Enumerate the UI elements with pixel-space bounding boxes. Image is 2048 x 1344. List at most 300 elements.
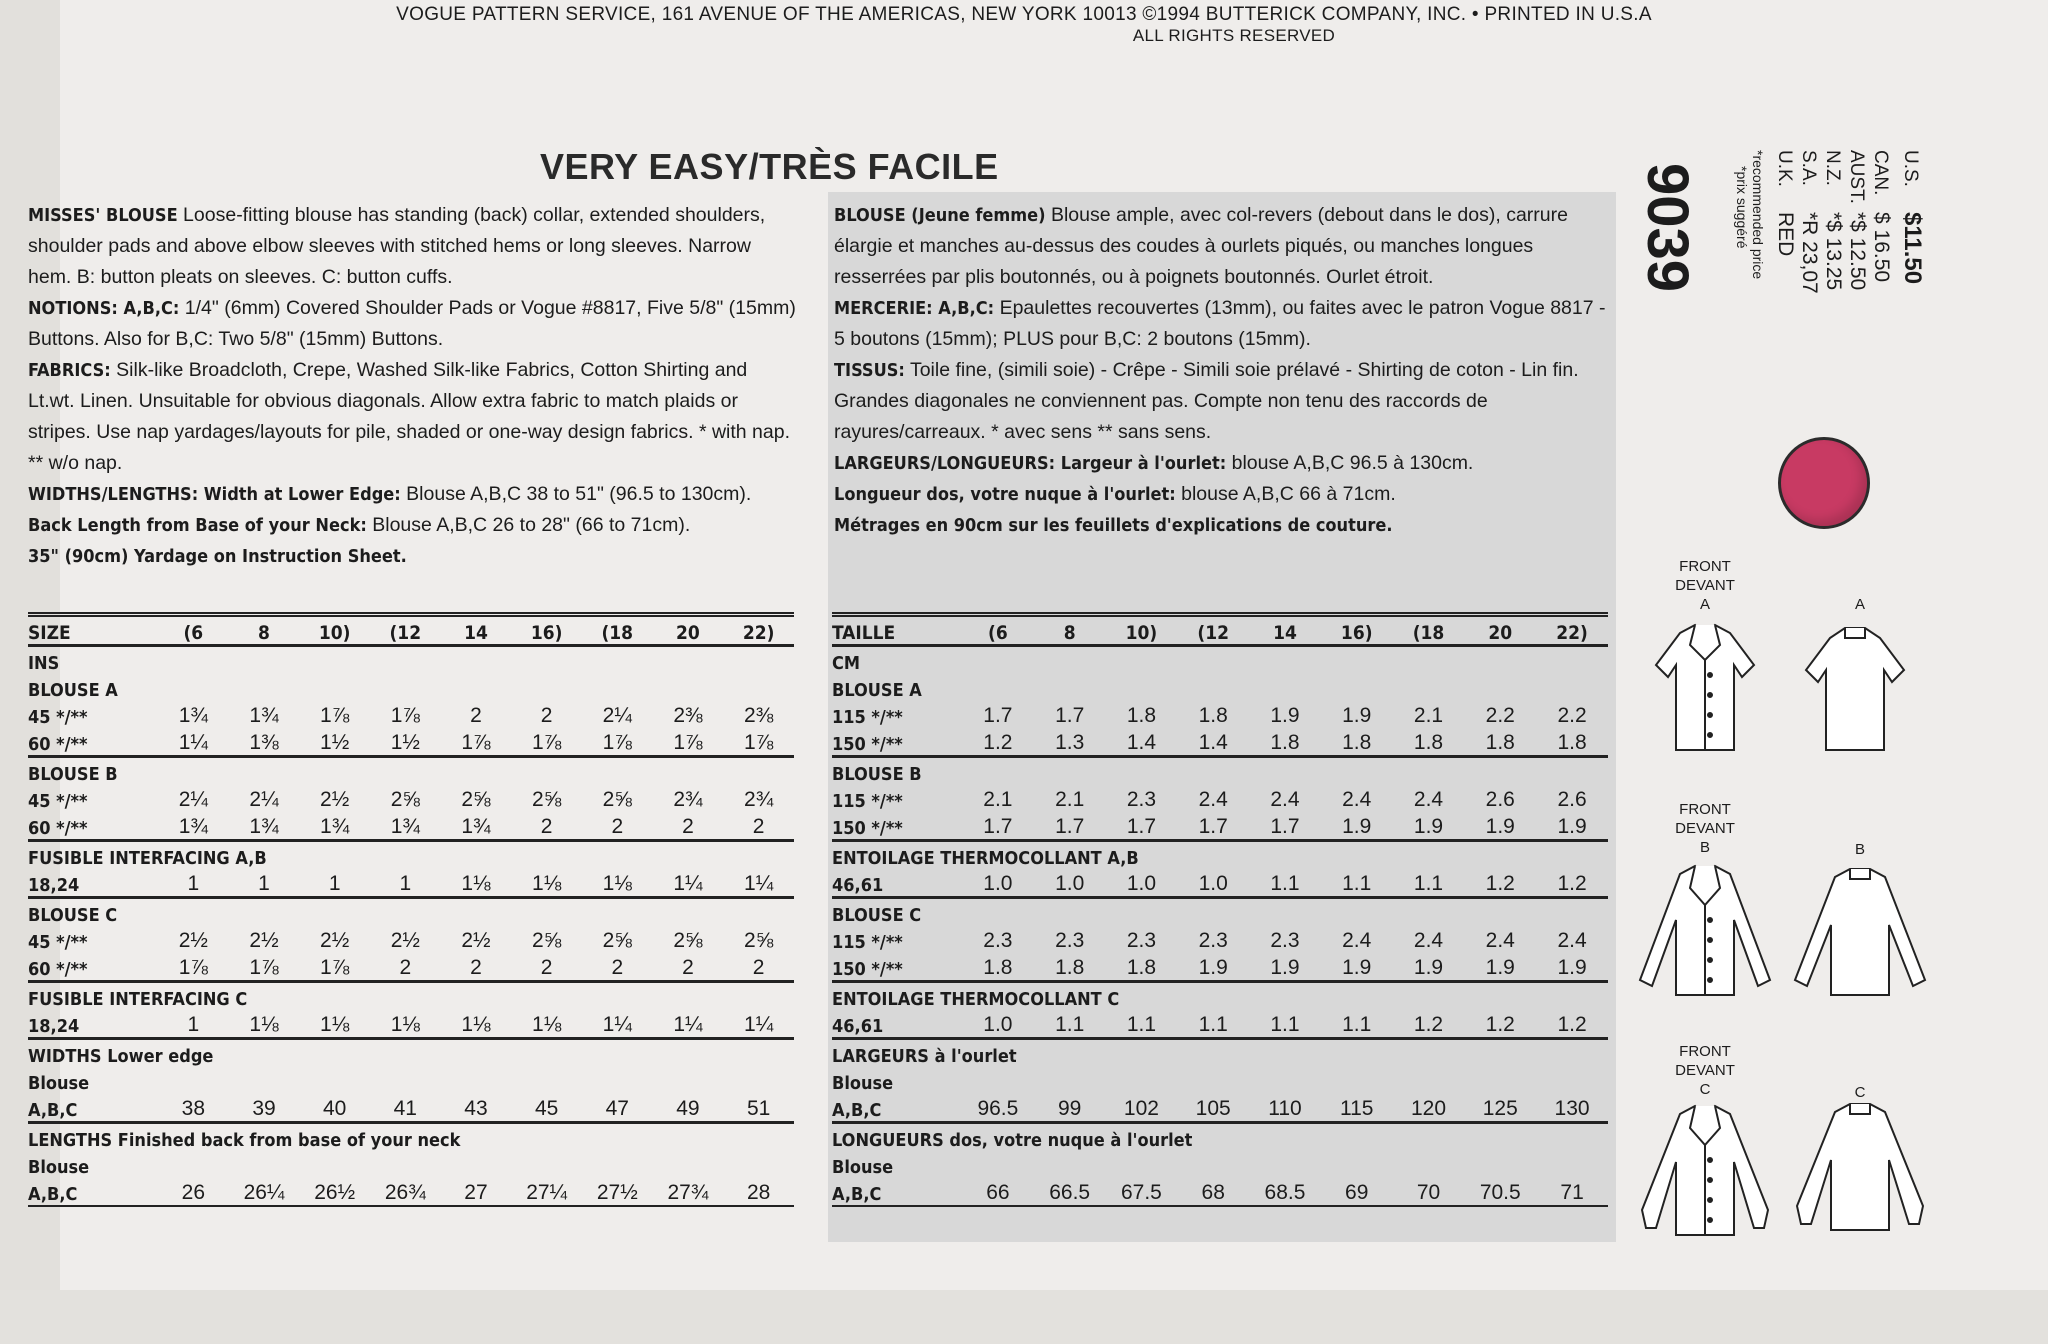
group-title: LENGTHS Finished back from base of your neck [28, 1123, 794, 1152]
mercerie-text: Epaulettes recouvertes (13mm), ou faites avec le patron Vogue 8817 - 5 boutons (15mm); PLUS pour B,C: 2 boutons (15mm). [834, 297, 1606, 350]
value-cell: 1.2 [1557, 1013, 1587, 1036]
value-cell: 1.1 [1413, 872, 1444, 895]
value-cell: 1.7 [1198, 815, 1228, 838]
value-cell: 1 [399, 872, 412, 895]
value-cell: 28 [723, 1178, 794, 1206]
table-row [832, 812, 1608, 841]
pattern-number-text: 9039 [1635, 163, 1700, 293]
size-cell: (18 [582, 615, 653, 646]
value-cell: 1¼ [744, 872, 774, 895]
value-cell: 2 [611, 956, 624, 979]
size-cell: (12 [370, 615, 441, 646]
value-cell: 110 [1268, 1097, 1302, 1120]
group-title: BLOUSE C [28, 898, 794, 927]
value-cell: 1.1 [1270, 872, 1300, 895]
table-row [832, 728, 1608, 757]
value-cell: 2¼ [249, 788, 279, 811]
blouse-c-front-drawing [1630, 1100, 1780, 1240]
value-cell: 26 [158, 1178, 229, 1206]
row-label: 150 */** [832, 734, 903, 755]
value-cell: 1.9 [1342, 815, 1372, 838]
value-cell: 1.8 [1126, 704, 1157, 727]
value-cell: 49 [676, 1097, 700, 1120]
desc-label: MISSES' BLOUSE [28, 205, 178, 226]
row-label: 45 */** [28, 707, 88, 728]
value-cell: 1½ [320, 731, 350, 754]
value-cell: 1¼ [602, 1013, 632, 1036]
row-label: 45 */** [28, 932, 88, 953]
group-title-row [28, 982, 794, 1011]
color-dot [1778, 437, 1870, 529]
price-country: S.A. [1798, 150, 1819, 186]
value-cell: 115 [1339, 1097, 1374, 1120]
value-cell: 2 [540, 704, 553, 727]
value-cell: 66.5 [1034, 1178, 1106, 1206]
value-cell: 1.9 [1270, 956, 1300, 979]
price-value: *$ 12.50 [1846, 212, 1869, 291]
value-cell: 1.2 [1557, 872, 1587, 895]
value-cell: 2 [399, 956, 412, 979]
table-row [832, 926, 1608, 953]
row-label: A,B,C [28, 1178, 158, 1206]
group-title-row [28, 1123, 794, 1152]
table-row [832, 869, 1608, 898]
yardage-note: 35" (90cm) Yardage on Instruction Sheet. [28, 546, 407, 567]
price-value: RED [1774, 212, 1797, 257]
value-cell: 1⅞ [320, 704, 350, 727]
value-cell: 2 [470, 956, 482, 979]
value-cell: 27 [441, 1178, 512, 1206]
value-cell: 2.1 [1055, 788, 1085, 811]
units-label: INS [28, 646, 794, 675]
table-row [28, 953, 794, 982]
value-cell: 2.4 [1342, 788, 1372, 811]
value-cell: 39 [252, 1097, 276, 1120]
price-country: U.K. [1774, 150, 1795, 187]
largeurs-text: blouse A,B,C 96.5 à 130cm. [1226, 452, 1474, 474]
table-row [28, 812, 794, 841]
group-title: WIDTHS Lower edge [28, 1039, 794, 1068]
longueur-label: Longueur dos, votre nuque à l'ourlet: [834, 484, 1176, 505]
size-header-row [28, 615, 794, 646]
value-cell: 47 [605, 1097, 629, 1120]
row-label: 115 */** [832, 932, 903, 953]
value-cell: 99 [1057, 1097, 1082, 1120]
table-row [832, 701, 1608, 728]
view-a-front-label [1665, 557, 1745, 614]
view-letter: B [1699, 839, 1710, 856]
value-cell: 2½ [249, 929, 279, 952]
price-note-en: *recommended price [1750, 150, 1766, 280]
view-c-front-label [1665, 1042, 1745, 1099]
value-cell: 1.9 [1557, 956, 1587, 979]
view-b-back-label: B [1854, 841, 1865, 858]
publisher-header [0, 4, 2048, 46]
value-cell: 1⅛ [461, 872, 491, 895]
value-cell: 1.0 [1126, 872, 1157, 895]
value-cell: 1.7 [983, 815, 1013, 838]
value-cell: 1.9 [1485, 956, 1515, 979]
value-cell: 130 [1554, 1097, 1590, 1120]
value-cell: 1¼ [744, 1013, 774, 1036]
group-title-row [28, 1039, 794, 1068]
fabrics-text: Silk-like Broadcloth, Crepe, Washed Silk-like Fabrics, Cotton Shirting and Lt.wt. Linen. Unsuitable for obvious diagonals. Allow extra fabric to match plaids or stripes. Use nap yardages/layouts for pile, shaded or one-way design fabrics. * with nap. ** w/o nap. [28, 359, 790, 474]
value-cell: 1¾ [390, 815, 420, 838]
value-cell: 1⅞ [673, 731, 703, 754]
group-title: ENTOILAGE THERMOCOLLANT C [832, 982, 1608, 1011]
english-description [28, 200, 796, 572]
front-text: FRONT [1679, 801, 1731, 818]
view-letter: A [1699, 596, 1710, 613]
value-cell: 27¼ [511, 1178, 582, 1206]
table-row [28, 869, 794, 898]
value-cell: 1¾ [249, 704, 279, 727]
value-cell: 1.9 [1342, 704, 1372, 727]
value-cell: 1.7 [1126, 815, 1157, 838]
value-cell: 1.0 [983, 872, 1013, 895]
value-cell: 102 [1123, 1097, 1159, 1120]
row-label: 18,24 [28, 875, 80, 896]
value-cell: 1⅛ [320, 1013, 350, 1036]
size-cell: 22) [1536, 615, 1608, 646]
value-cell: 2.4 [1485, 929, 1515, 952]
value-cell: 27¾ [653, 1178, 724, 1206]
value-cell: 2⅝ [744, 929, 774, 952]
value-cell: 40 [322, 1097, 347, 1120]
size-cell: 22) [723, 615, 794, 646]
table-row [28, 1010, 794, 1039]
group-title-row [28, 898, 794, 927]
price-country: U.S. [1900, 150, 1921, 187]
row-label: 60 */** [28, 818, 88, 839]
value-cell: 2 [540, 956, 553, 979]
size-cell: (6 [962, 615, 1034, 646]
fabrics-label: FABRICS: [28, 360, 111, 381]
bottom-flap [0, 1290, 2048, 1344]
value-cell: 2½ [461, 929, 491, 952]
value-cell: 2.3 [1270, 929, 1300, 952]
longueur-text: blouse A,B,C 66 à 71cm. [1175, 483, 1396, 505]
back-label: Back Length from Base of your Neck: [28, 515, 367, 536]
notions-text: 1/4" (6mm) Covered Shoulder Pads or Vogue #8817, Five 5/8" (15mm) Buttons. Also for B,C: Two 5/8" (15mm) Buttons. [28, 297, 796, 350]
notions-label: NOTIONS: A,B,C: [28, 298, 180, 319]
widths-label: WIDTHS/LENGTHS: Width at Lower Edge: [28, 484, 401, 505]
devant-text: DEVANT [1675, 820, 1735, 837]
value-cell: 1.8 [1055, 956, 1085, 979]
group-title-row [28, 674, 794, 701]
value-cell: 27½ [582, 1178, 653, 1206]
size-label: TAILLE [832, 615, 962, 646]
value-cell: 2⅝ [673, 929, 703, 952]
group-sub-row [832, 1151, 1608, 1178]
group-title: FUSIBLE INTERFACING C [28, 982, 794, 1011]
value-cell: 2.4 [1413, 788, 1444, 811]
group-title: BLOUSE A [832, 680, 922, 701]
value-cell: 2.4 [1413, 929, 1444, 952]
value-cell: 2⅜ [744, 704, 774, 727]
value-cell: 2¼ [178, 788, 208, 811]
price-country: AUST. [1846, 150, 1867, 204]
value-cell: 1.8 [1126, 956, 1157, 979]
value-cell: 2⅝ [532, 788, 562, 811]
value-cell: 2 [540, 815, 553, 838]
value-cell: 1.8 [983, 956, 1013, 979]
desc-label-fr: BLOUSE (Jeune femme) [834, 205, 1046, 226]
value-cell: 70.5 [1464, 1178, 1536, 1206]
row-label: A,B,C [832, 1100, 882, 1121]
table-row [28, 701, 794, 728]
size-cell: 14 [1249, 615, 1321, 646]
value-cell: 1.8 [1198, 704, 1228, 727]
value-cell: 1.1 [1342, 872, 1372, 895]
value-cell: 26¾ [370, 1178, 441, 1206]
value-cell: 1.8 [1270, 731, 1300, 754]
size-cell: 16) [511, 615, 582, 646]
table-row [28, 1178, 794, 1206]
row-label: 150 */** [832, 959, 903, 980]
group-title-row [28, 841, 794, 870]
price-value: $11.50 [1899, 212, 1926, 285]
value-cell: 2⅝ [532, 929, 562, 952]
value-cell: 1⅛ [390, 1013, 420, 1036]
table-row [832, 1178, 1608, 1206]
devant-text: DEVANT [1675, 577, 1735, 594]
value-cell: 2.3 [1055, 929, 1085, 952]
price-value: $ 16.50 [1870, 212, 1893, 283]
value-cell: 1.0 [1198, 872, 1228, 895]
value-cell: 1¾ [249, 815, 279, 838]
value-cell: 1.7 [983, 704, 1013, 727]
value-cell: 1.4 [1126, 731, 1157, 754]
size-header-row [832, 615, 1608, 646]
value-cell: 1.9 [1413, 815, 1444, 838]
value-cell: 96.5 [977, 1097, 1019, 1120]
table-row [832, 1094, 1608, 1123]
value-cell: 1.9 [1413, 956, 1444, 979]
yardage-table-english [28, 612, 794, 1207]
row-label: A,B,C [28, 1100, 78, 1121]
value-cell: 105 [1195, 1097, 1231, 1120]
group-title-row [832, 982, 1608, 1011]
value-cell: 2.3 [1126, 929, 1157, 952]
value-cell: 1.1 [1342, 1013, 1372, 1036]
table-row [28, 785, 794, 812]
metrages-note: Métrages en 90cm sur les feuillets d'explications de couture. [834, 515, 1393, 536]
value-cell: 1.8 [1557, 731, 1587, 754]
price-country: CAN. [1870, 150, 1891, 196]
group-title-row [832, 1123, 1608, 1152]
value-cell: 1⅞ [178, 956, 208, 979]
value-cell: 2.6 [1485, 788, 1515, 811]
row-label: 18,24 [28, 1016, 80, 1037]
value-cell: 2⅝ [390, 788, 420, 811]
value-cell: 69 [1321, 1178, 1393, 1206]
value-cell: 2.4 [1198, 788, 1228, 811]
back-text: Blouse A,B,C 26 to 28" (66 to 71cm). [366, 514, 691, 536]
value-cell: 26¼ [229, 1178, 300, 1206]
difficulty-title: VERY EASY/TRÈS FACILE [540, 146, 999, 187]
front-text: FRONT [1679, 558, 1731, 575]
group-sub: Blouse [28, 1073, 90, 1094]
size-label: SIZE [28, 615, 158, 646]
units-label: CM [832, 646, 1608, 675]
group-title-row [832, 1039, 1608, 1068]
blouse-a-front-drawing [1650, 615, 1760, 755]
value-cell: 1⅞ [320, 956, 350, 979]
group-sub: Blouse [28, 1157, 90, 1178]
group-sub-row [28, 1067, 794, 1094]
value-cell: 1.0 [983, 1013, 1013, 1036]
value-cell: 2½ [178, 929, 208, 952]
table-row [28, 1094, 794, 1123]
view-a-back-label: A [1854, 596, 1865, 613]
value-cell: 1⅞ [744, 731, 774, 754]
value-cell: 1½ [390, 731, 420, 754]
value-cell: 2⅝ [461, 788, 491, 811]
group-title-row [832, 757, 1608, 786]
price-country: N.Z. [1822, 150, 1843, 186]
value-cell: 2.2 [1557, 704, 1587, 727]
devant-text: DEVANT [1675, 1062, 1735, 1079]
units-row [832, 646, 1608, 675]
value-cell: 1⅛ [249, 1013, 279, 1036]
value-cell: 1¼ [178, 731, 208, 754]
tissus-label: TISSUS: [834, 360, 905, 381]
value-cell: 1¼ [673, 1013, 703, 1036]
group-title-row [832, 841, 1608, 870]
group-sub-row [832, 1067, 1608, 1094]
value-cell: 2.4 [1342, 929, 1372, 952]
value-cell: 1⅛ [532, 1013, 562, 1036]
largeurs-label: LARGEURS/LONGUEURS: Largeur à l'ourlet: [834, 453, 1227, 474]
value-cell: 2¾ [744, 788, 774, 811]
value-cell: 1⅛ [532, 872, 562, 895]
price-note-fr: *prix suggéré [1734, 166, 1750, 249]
value-cell: 1.2 [1413, 1013, 1444, 1036]
group-title: LARGEURS à l'ourlet [832, 1039, 1608, 1068]
value-cell: 1¾ [461, 815, 491, 838]
value-cell: 2.3 [983, 929, 1013, 952]
value-cell: 1.3 [1055, 731, 1085, 754]
value-cell: 1 [187, 1013, 200, 1036]
value-cell: 1.7 [1270, 815, 1300, 838]
row-label: 150 */** [832, 818, 903, 839]
group-title: LONGUEURS dos, votre nuque à l'ourlet [832, 1123, 1608, 1152]
value-cell: 45 [534, 1097, 559, 1120]
value-cell: 1.1 [1198, 1013, 1228, 1036]
value-cell: 68 [1177, 1178, 1249, 1206]
blouse-b-front-drawing [1630, 860, 1780, 1000]
value-cell: 1⅞ [249, 956, 279, 979]
desc-text-fr: Blouse ample, avec col-revers (debout dans le dos), carrure élargie et manches au-dessus des coudes à ourlets piqués, ou manches longues resserrées par plis boutonnés, ou à poignets boutonnés. Ourlet étroit. [834, 204, 1568, 288]
value-cell: 2.6 [1557, 788, 1587, 811]
value-cell: 1.8 [1413, 731, 1444, 754]
value-cell: 1.2 [1485, 872, 1515, 895]
row-label: 46,61 [832, 875, 884, 896]
value-cell: 67.5 [1106, 1178, 1178, 1206]
group-title-row [832, 674, 1608, 701]
value-cell: 70 [1393, 1178, 1465, 1206]
row-label: 46,61 [832, 1016, 884, 1037]
value-cell: 2⅜ [673, 704, 703, 727]
row-label: 115 */** [832, 707, 903, 728]
value-cell: 2¼ [602, 704, 632, 727]
row-label: 60 */** [28, 959, 88, 980]
value-cell: 1⅛ [602, 872, 632, 895]
size-cell: 10) [299, 615, 370, 646]
price-list [1690, 148, 1926, 328]
group-title: BLOUSE A [28, 680, 118, 701]
row-label: A,B,C [832, 1178, 962, 1206]
value-cell: 1¼ [673, 872, 703, 895]
value-cell: 1.7 [1055, 815, 1085, 838]
row-label: 45 */** [28, 791, 88, 812]
value-cell: 38 [181, 1097, 206, 1120]
value-cell: 1¾ [178, 704, 208, 727]
value-cell: 2 [682, 956, 694, 979]
value-cell: 26½ [299, 1178, 370, 1206]
value-cell: 2.1 [983, 788, 1013, 811]
value-cell: 1.4 [1198, 731, 1228, 754]
size-cell: 16) [1321, 615, 1393, 646]
value-cell: 2⅝ [602, 929, 632, 952]
group-sub-row [28, 1151, 794, 1178]
value-cell: 1.1 [1055, 1013, 1085, 1036]
row-label: 60 */** [28, 734, 88, 755]
value-cell: 71 [1536, 1178, 1608, 1206]
group-title-row [28, 757, 794, 786]
group-title: BLOUSE B [28, 757, 794, 786]
value-cell: 68.5 [1249, 1178, 1321, 1206]
value-cell: 1.8 [1342, 731, 1372, 754]
view-b-front-label [1665, 800, 1745, 857]
view-letter: C [1699, 1081, 1711, 1098]
value-cell: 1 [187, 872, 200, 895]
value-cell: 2⅝ [602, 788, 632, 811]
row-label: 115 */** [832, 791, 903, 812]
header-line-2: ALL RIGHTS RESERVED [1132, 26, 1336, 45]
view-c-back-label: C [1854, 1084, 1866, 1101]
group-title: BLOUSE B [832, 757, 1608, 786]
table-row [28, 728, 794, 757]
value-cell: 1¾ [178, 815, 208, 838]
size-cell: (12 [1177, 615, 1249, 646]
tissus-text: Toile fine, (simili soie) - Crêpe - Simili soie prélavé - Shirting de coton - Lin fin. Grandes diagonales ne conviennent pas. Compte non tenu des raccords de rayures/carreaux. * avec sens ** sans sens. [834, 359, 1579, 443]
value-cell: 2½ [320, 788, 350, 811]
value-cell: 1.9 [1342, 956, 1372, 979]
group-title: FUSIBLE INTERFACING A,B [28, 841, 794, 870]
value-cell: 66 [962, 1178, 1034, 1206]
value-cell: 2 [611, 815, 624, 838]
value-cell: 1.9 [1557, 815, 1587, 838]
value-cell: 51 [746, 1097, 771, 1120]
value-cell: 2 [470, 704, 482, 727]
table-row [832, 1010, 1608, 1039]
blouse-c-back-drawing [1785, 1100, 1935, 1240]
group-title-row [832, 898, 1608, 927]
size-cell: 8 [1034, 615, 1106, 646]
value-cell: 1.2 [1485, 1013, 1515, 1036]
value-cell: 1.9 [1198, 956, 1228, 979]
value-cell: 41 [393, 1097, 417, 1120]
value-cell: 2.4 [1557, 929, 1587, 952]
value-cell: 1⅞ [390, 704, 420, 727]
value-cell: 1⅞ [602, 731, 632, 754]
value-cell: 2 [682, 815, 694, 838]
desc-text: Loose-fitting blouse has standing (back) collar, extended shoulders, shoulder pads and above elbow sleeves with stitched hems or long sleeves. Narrow hem. B: button pleats on sleeves. C: button cuffs. [28, 204, 766, 288]
value-cell: 1⅞ [461, 731, 491, 754]
value-cell: 120 [1410, 1097, 1447, 1120]
